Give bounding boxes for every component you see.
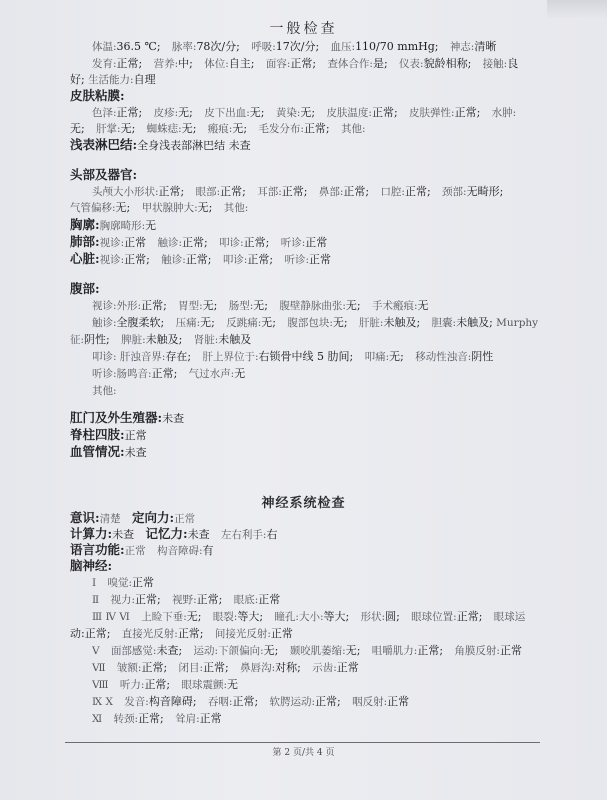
language-line: 语言功能:正常 构音障碍:有 [70,542,214,557]
cranial-nerve-2: Ⅱ 视力:正常; 视野:正常; 眼底:正常 [92,593,281,606]
skin-heading: 皮肤粘膜: [70,88,125,103]
calculation-line: 计算力:未查 记忆力:未查 左右利手:右 [70,526,278,541]
lymph-line: 浅表淋巴结:全身浅表部淋巴结 未查 [70,137,251,152]
spine-line: 脊柱四肢:正常 [70,427,147,442]
general-line-3: 好; 生活能力:自理 [70,73,156,86]
heart-line: 心脏:视诊:正常; 触诊:正常; 叩诊:正常; 听诊:正常 [70,251,331,266]
scan-corner-shadow [547,0,607,18]
abdomen-heading: 腹部: [70,281,100,296]
vascular-line: 血管情况:未查 [70,444,147,459]
lung-line: 肺部:视诊:正常 触诊:正常; 叩诊:正常; 听诊:正常 [70,234,328,249]
head-heading: 头部及器官: [70,167,138,182]
footer-rule [65,742,540,743]
skin-row-1: 色泽:正常; 皮疹:无; 皮下出血:无; 黄染:无; 皮肤温度:正常; 皮肤弹性:正常; 水肿: [92,106,517,119]
cranial-heading: 脑神经: [70,558,113,573]
head-row-1: 头颅大小形状:正常; 眼部:正常; 耳部:正常; 鼻部:正常; 口腔:正常; 颈部:无畸形; [92,185,504,198]
cranial-nerve-8: Ⅷ 听力:正常; 眼球震颤:无 [92,678,239,691]
general-exam-title: 一般检查 [269,21,338,37]
page-number: 第 2 页/共 4 页 [272,748,335,758]
vitals-line: 体温:36.5 ℃; 脉率:78次/分; 呼吸:17次/分; 血压:110/70 mmHg; 神志:清晰 [92,40,497,53]
abdomen-row-2: 触诊:全腹柔软; 压痛:无; 反跳痛:无; 腹部包块:无; 肝脏:未触及; 胆囊:未触及; Murphy [92,316,539,329]
skin-row-2: 无; 肝掌:无; 蜘蛛痣:无; 瘢痕:无; 毛发分布:正常; 其他: [70,122,366,135]
cranial-nerve-1: Ⅰ 嗅觉:正常 [92,576,155,589]
abdomen-row-3: 征:阴性; 脾脏:未触及; 肾脏:未触及 [70,333,252,346]
cranial-nerve-11: Ⅺ 转颈:正常; 耸肩:正常 [92,712,222,725]
cranial-nerve-9-10: Ⅸ Ⅹ 发音:构音障碍; 吞咽:正常; 软腭运动:正常; 咽反射:正常 [92,695,410,708]
chest-line: 胸廓:胸廓畸形:无 [70,217,157,232]
head-row-2: 气管偏移:无; 甲状腺肿大:无; 其他: [70,201,249,214]
abdomen-row-1: 视诊:外形:正常; 胃型:无; 肠型:无; 腹壁静脉曲张:无; 手术瘢痕:无 [92,299,429,312]
cranial-nerve-3-4-6: Ⅲ Ⅳ Ⅵ 上睑下垂:无; 眼裂:等大; 瞳孔:大小:等大; 形状:圆; 眼球位置:正常; 眼球运 [92,610,526,623]
cranial-nerve-5: Ⅴ 面部感觉:未查; 运动:下颌偏向:无; 颞咬肌萎缩:无; 咀嚼肌力:正常; 角膜反射:正常 [92,644,522,657]
cranial-nerve-7: Ⅶ 皱额:正常; 闭目:正常; 鼻唇沟:对称; 示齿:正常 [92,661,359,674]
cranial-nerve-3-cont: 动:正常; 直接光反射:正常; 间接光反射:正常 [70,627,293,640]
abdomen-row-4: 叩诊: 肝浊音界:存在; 肝上界位于:右锁骨中线 5 肋间; 叩痛:无; 移动性浊音:阴性 [92,350,494,363]
general-line-2: 发育:正常; 营养:中; 体位:自主; 面容:正常; 查体合作:是; 仪表:貌龄相称; 接触:良 [92,57,519,70]
anal-line: 肛门及外生殖器:未查 [70,410,185,425]
consciousness-line: 意识:清楚 定向力:正常 [70,510,196,525]
abdomen-row-5: 听诊:肠鸣音:正常; 气过水声:无 [92,367,246,380]
abdomen-row-6: 其他: [92,385,117,397]
neuro-exam-title: 神经系统检查 [261,496,346,511]
